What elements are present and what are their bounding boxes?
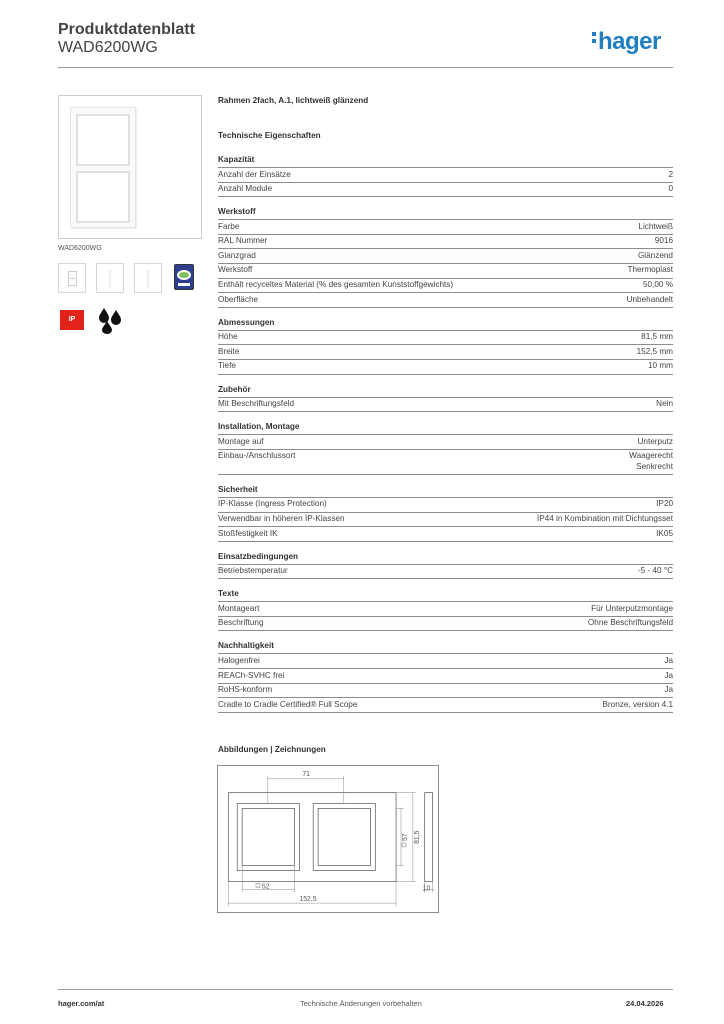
spec-row bbox=[218, 450, 673, 475]
spec-label: REACh-SVHC frei bbox=[218, 670, 285, 680]
spec-label: Stoßfestigkeit IK bbox=[218, 528, 278, 538]
spec-value-line: IP20 bbox=[656, 499, 673, 509]
spec-label: Höhe bbox=[218, 332, 238, 342]
spec-row bbox=[218, 527, 673, 542]
spec-row bbox=[218, 331, 673, 346]
spec-value bbox=[638, 251, 673, 262]
spec-section-title: Sicherheit bbox=[218, 485, 673, 498]
spec-label: Breite bbox=[218, 346, 240, 356]
spec-value bbox=[638, 437, 674, 448]
logo-text: hager bbox=[598, 28, 661, 55]
spec-section bbox=[218, 485, 673, 542]
spec-row bbox=[218, 617, 673, 632]
spec-section bbox=[218, 155, 673, 197]
spec-row bbox=[218, 279, 673, 294]
spec-section-title: Texte bbox=[218, 589, 673, 602]
spec-value bbox=[641, 332, 673, 343]
spec-row bbox=[218, 345, 673, 360]
spec-section-title: Nachhaltigkeit bbox=[218, 641, 673, 654]
spec-value-line: 2 bbox=[668, 169, 673, 179]
product-image bbox=[58, 95, 202, 239]
spec-value bbox=[643, 280, 673, 291]
frame-illustration bbox=[70, 107, 136, 228]
spec-value bbox=[637, 347, 673, 358]
spec-value-line: Unbehandelt bbox=[626, 294, 673, 304]
dim-label-57: 57 bbox=[401, 833, 409, 841]
logo-colon-icon bbox=[592, 32, 596, 46]
spec-value bbox=[668, 184, 673, 195]
technical-properties-heading: Technische Eigenschaften bbox=[218, 131, 321, 140]
certification-badge-icon bbox=[174, 264, 194, 290]
spec-value-line: IP44 in Kombination mit Dichtungsset bbox=[536, 514, 673, 523]
spec-label: Montage auf bbox=[218, 436, 264, 446]
spec-section-title: Abmessungen bbox=[218, 318, 673, 331]
spec-value-line: 50,00 % bbox=[642, 280, 673, 290]
spec-label: Anzahl Module bbox=[218, 184, 273, 194]
spec-row bbox=[218, 698, 673, 713]
spec-row bbox=[218, 293, 673, 308]
spec-label: Einbau-/Anschlussort bbox=[218, 451, 296, 461]
spec-label: Beschriftung bbox=[218, 618, 264, 628]
spec-label: Halogenfrei bbox=[218, 655, 260, 665]
spec-row bbox=[218, 602, 673, 617]
spec-value bbox=[602, 700, 673, 711]
water-drops-icon bbox=[96, 306, 124, 334]
spec-row bbox=[218, 513, 673, 528]
footer-note: Technische Änderungen vorbehalten bbox=[300, 999, 422, 1008]
spec-label: RoHS-konform bbox=[218, 685, 273, 695]
dim-label-81-5: 81,5 bbox=[413, 830, 421, 844]
drawing-side-view bbox=[425, 793, 433, 882]
footer-divider bbox=[58, 989, 673, 990]
footer-website: hager.com/at bbox=[58, 999, 105, 1008]
spec-value-line: Bronze, version 4.1 bbox=[602, 699, 673, 709]
spec-value bbox=[629, 451, 673, 472]
spec-value bbox=[648, 361, 673, 372]
spec-value bbox=[664, 685, 673, 696]
spec-value bbox=[664, 671, 673, 682]
specifications bbox=[218, 96, 673, 713]
product-number: WAD6200WG bbox=[58, 39, 158, 56]
spec-value bbox=[656, 399, 673, 410]
spec-section-title: Einsatzbedingungen bbox=[218, 552, 673, 565]
spec-value-line: 10 mm bbox=[647, 361, 673, 371]
spec-section bbox=[218, 385, 673, 413]
spec-value-line: Lichtweiß bbox=[638, 221, 673, 231]
spec-row bbox=[218, 183, 673, 198]
product-image-caption: WAD6200WG bbox=[58, 245, 102, 252]
spec-section bbox=[218, 318, 673, 375]
spec-value bbox=[588, 618, 673, 629]
spec-value bbox=[638, 566, 673, 577]
frame-window-bottom bbox=[76, 171, 130, 223]
frame-thumbnail-icon bbox=[96, 263, 124, 293]
ip-rating-icon: IP bbox=[60, 310, 84, 330]
spec-value-line: 152,5 mm bbox=[636, 346, 673, 356]
spec-section-title: Zubehör bbox=[218, 385, 673, 398]
dim-label-152-5: 152,5 bbox=[299, 896, 317, 904]
spec-label: IP-Klasse (Ingress Protection) bbox=[218, 499, 327, 509]
spec-section-title: Installation, Montage bbox=[218, 422, 673, 435]
spec-section bbox=[218, 589, 673, 631]
spec-section bbox=[218, 552, 673, 580]
spec-section bbox=[218, 641, 673, 712]
spec-row bbox=[218, 235, 673, 250]
spec-value-line: 0 bbox=[668, 184, 673, 194]
spec-value-line: Nein bbox=[656, 399, 673, 409]
hager-logo bbox=[592, 28, 661, 56]
spec-value-line: Ja bbox=[664, 685, 673, 695]
spec-section-title: Werkstoff bbox=[218, 207, 673, 220]
dim-label-10: 10 bbox=[422, 885, 431, 893]
spec-label: Oberfläche bbox=[218, 294, 259, 304]
dim-label-71: 71 bbox=[302, 770, 311, 778]
drawing-window-left bbox=[237, 803, 299, 870]
footer-date: 24.04.2026 bbox=[626, 999, 664, 1008]
spec-value-line: Für Unterputzmontage bbox=[591, 603, 673, 613]
frame-thumbnail-icon bbox=[58, 263, 86, 293]
spec-row bbox=[218, 654, 673, 669]
spec-value bbox=[664, 656, 673, 667]
spec-value bbox=[591, 604, 673, 615]
spec-sections bbox=[218, 155, 673, 713]
spec-value-line: 81,5 mm bbox=[641, 332, 673, 342]
spec-label: Mit Beschriftungsfeld bbox=[218, 399, 294, 409]
drawing-window-right bbox=[313, 803, 375, 870]
spec-value-line: Unterputz bbox=[637, 436, 673, 446]
spec-value-line: Thermoplast bbox=[627, 265, 673, 275]
spec-label: RAL Nummer bbox=[218, 236, 268, 246]
spec-label: Glanzgrad bbox=[218, 250, 256, 260]
spec-value-line: Ja bbox=[664, 670, 673, 680]
spec-row bbox=[218, 435, 673, 450]
dim-label-52: 52 bbox=[261, 883, 270, 891]
spec-section-title: Kapazität bbox=[218, 155, 673, 168]
drawing-window-left-inner bbox=[242, 808, 294, 865]
spec-row bbox=[218, 565, 673, 580]
spec-label: Cradle to Cradle Certified® Full Scope bbox=[218, 699, 358, 709]
spec-value-line: Ohne Beschriftungsfeld bbox=[587, 618, 673, 628]
frame-thumbnail-icon bbox=[134, 263, 162, 293]
spec-label: Farbe bbox=[218, 221, 240, 231]
spec-row bbox=[218, 264, 673, 279]
header-divider bbox=[58, 67, 673, 68]
spec-section bbox=[218, 422, 673, 475]
spec-value bbox=[537, 514, 673, 525]
page-title: Produktdatenblatt bbox=[58, 21, 195, 38]
spec-row bbox=[218, 168, 673, 183]
spec-value bbox=[627, 295, 673, 306]
spec-value-line: Senkrecht bbox=[636, 461, 673, 471]
spec-value-line: IK05 bbox=[656, 528, 673, 538]
spec-value bbox=[656, 529, 673, 540]
spec-value-line: Ja bbox=[664, 655, 673, 665]
spec-label: Anzahl der Einsätze bbox=[218, 169, 291, 179]
square-symbol-icon bbox=[256, 883, 260, 887]
spec-row bbox=[218, 220, 673, 235]
spec-value-line: Waagerecht bbox=[629, 451, 673, 461]
spec-value-line: Glänzend bbox=[637, 250, 673, 260]
spec-label: Montageart bbox=[218, 603, 260, 613]
spec-label: Enthält recyceltes Material (% des gesamten Kunststoffgewichts) bbox=[218, 280, 454, 290]
drawing-window-right-inner bbox=[318, 808, 370, 865]
product-name: Rahmen 2fach, A.1, lichtweiß glänzend bbox=[218, 96, 369, 105]
technical-drawing bbox=[217, 765, 439, 913]
spec-label: Werkstoff bbox=[218, 265, 253, 275]
spec-value bbox=[655, 236, 673, 247]
spec-row bbox=[218, 684, 673, 699]
spec-row bbox=[218, 498, 673, 513]
spec-label: Tiefe bbox=[218, 361, 236, 371]
spec-section bbox=[218, 207, 673, 308]
spec-value-line: 9016 bbox=[654, 236, 673, 246]
drawing-frame-outline bbox=[228, 793, 396, 882]
spec-row bbox=[218, 360, 673, 375]
spec-row bbox=[218, 249, 673, 264]
spec-value-line: -5 - 40 °C bbox=[637, 566, 673, 576]
drawings-title: Abbildungen | Zeichnungen bbox=[218, 745, 326, 754]
spec-label: Betriebstemperatur bbox=[218, 566, 288, 576]
spec-value bbox=[638, 222, 673, 233]
spec-label: Verwendbar in höheren IP-Klassen bbox=[218, 514, 345, 523]
spec-value bbox=[668, 170, 673, 181]
spec-value bbox=[627, 265, 673, 276]
frame-window-top bbox=[76, 114, 130, 166]
spec-row bbox=[218, 398, 673, 413]
square-symbol-icon bbox=[402, 843, 406, 847]
spec-value bbox=[656, 499, 673, 510]
spec-row bbox=[218, 669, 673, 684]
